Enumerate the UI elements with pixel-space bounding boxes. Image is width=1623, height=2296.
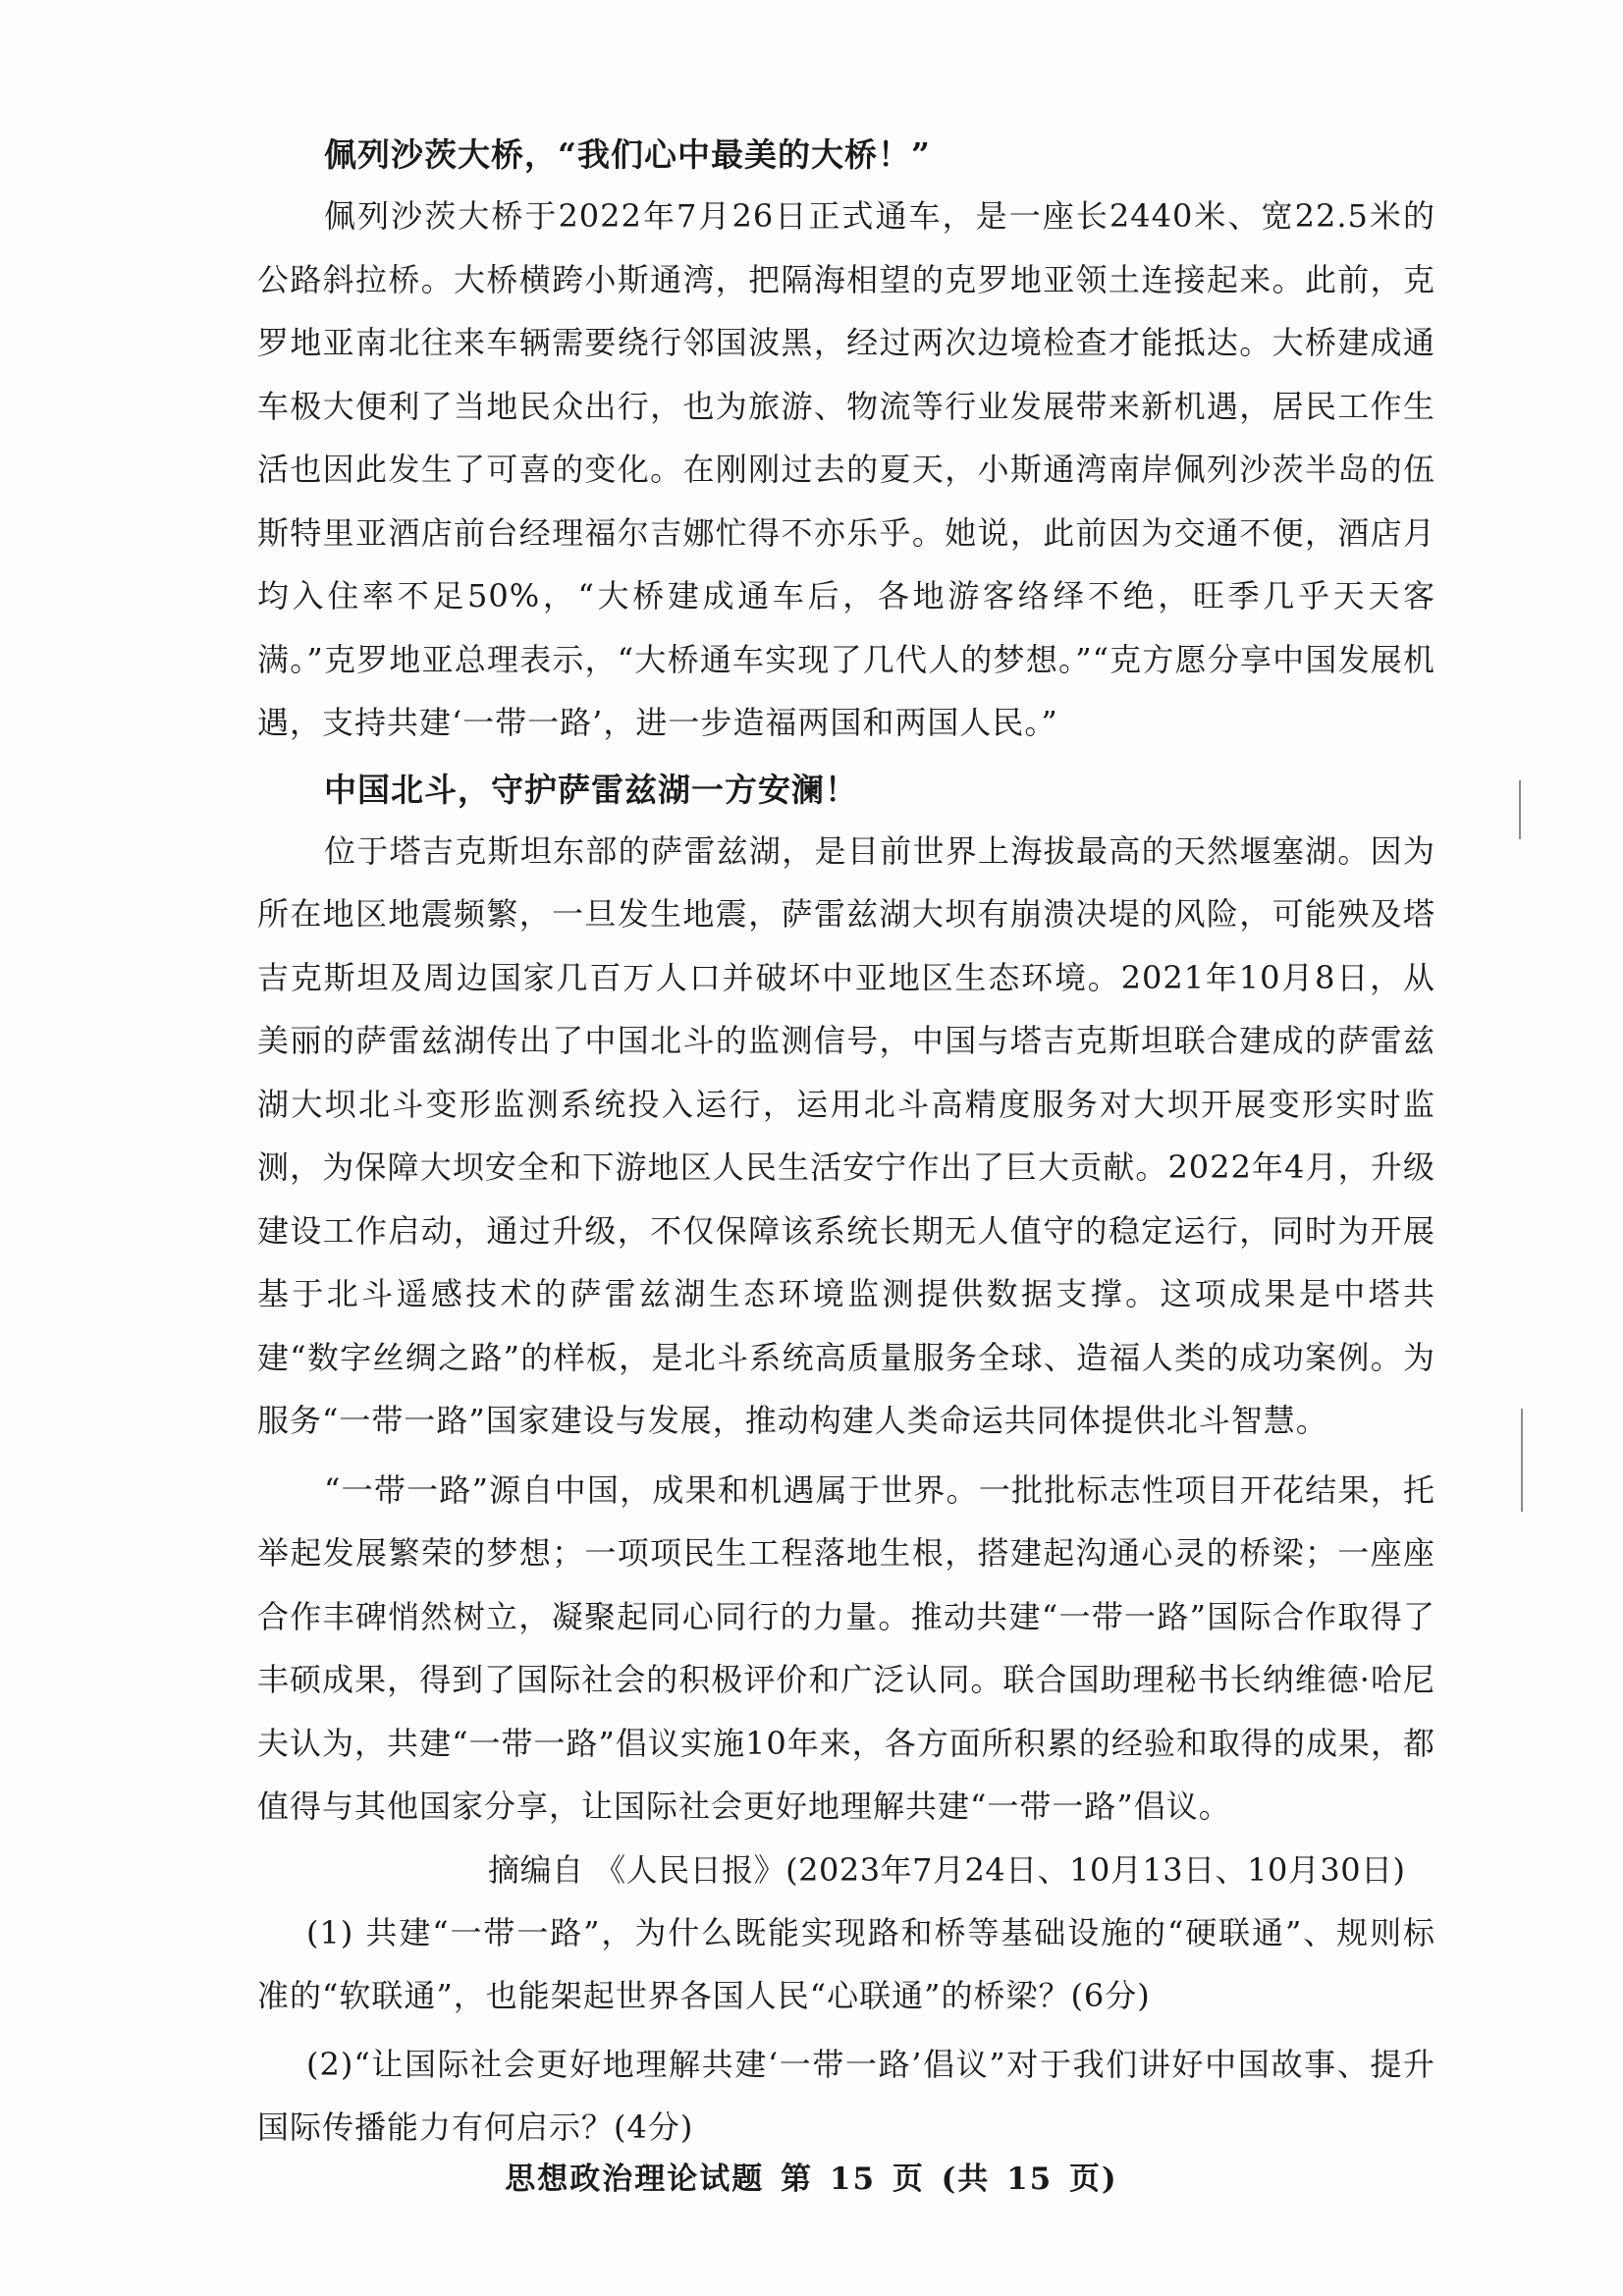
scan-mark-lower xyxy=(1521,1409,1523,1512)
closing-paragraph: “一带一路”源自中国，成果和机遇属于世界。一批批标志性项目开花结果，托举起发展繁荣的梦想；一项项民生工程落地生根，搭建起沟通心灵的桥梁；一座座合作丰碑悄然树立，凝聚起同心同行的力量。推动共建“一带一路”国际合作取得了丰硕成果，得到了国际社会的积极评价和广泛认同。联合国助理秘书长纳维德·哈尼夫认为，共建“一带一路”倡议实施10年来，各方面所积累的经验和取得的成果，都值得与其他国家分享，让国际社会更好地理解共建“一带一路”倡议。 xyxy=(257,1470,1435,1825)
section-paragraph-beidou: 位于塔吉克斯坦东部的萨雷兹湖，是目前世界上海拔最高的天然堰塞湖。因为所在地区地震频繁，一旦发生地震，萨雷兹湖大坝有崩溃决堤的风险，可能殃及塔吉克斯坦及周边国家几百万人口并破坏中亚地区生态环境。2021年10月8日，从美丽的萨雷兹湖传出了中国北斗的监测信号，中国与塔吉克斯坦联合建成的萨雷兹湖大坝北斗变形监测系统投入运行，运用北斗高精度服务对大坝开展变形实时监测，为保障大坝安全和下游地区人民生活安宁作出了巨大贡献。2022年4月，升级建设工作启动，通过升级，不仅保障该系统长期无人值守的稳定运行，同时为开展基于北斗遥感技术的萨雷兹湖生态环境监测提供数据支撑。这项成果是中塔共建“数字丝绸之路”的样板，是北斗系统高质量服务全球、造福人类的成功案例。为服务“一带一路”国家建设与发展，推动构建人类命运共同体提供北斗智慧。 xyxy=(257,831,1435,1439)
section-heading-beidou: 中国北斗，守护萨雷兹湖一方安澜！ xyxy=(324,770,858,809)
footer-page-prefix: 第 xyxy=(781,2162,814,2197)
section-heading-bridge: 佩列沙茨大桥，“我们心中最美的大桥！” xyxy=(324,135,931,174)
footer-total-pages: 15 xyxy=(1006,2162,1054,2197)
question-2: (2)“让国际社会更好地理解共建‘一带一路’倡议”对于我们讲好中国故事、提升国际传播能力有何启示？(4分) xyxy=(257,2045,1435,2146)
question-1: (1) 共建“一带一路”，为什么既能实现路和桥等基础设施的“硬联通”、规则标准的“软联通”，也能架起世界各国人民“心联通”的桥梁？(6分) xyxy=(257,1913,1435,2014)
footer-total-prefix: (共 xyxy=(941,2162,991,2197)
scan-mark-upper xyxy=(1519,780,1521,839)
section-paragraph-bridge: 佩列沙茨大桥于2022年7月26日正式通车，是一座长2440米、宽22.5米的公路斜拉桥。大桥横跨小斯通湾，把隔海相望的克罗地亚领土连接起来。此前，克罗地亚南北往来车辆需要绕行邻国波黑，经过两次边境检查才能抵达。大桥建成通车极大便利了当地民众出行，也为旅游、物流等行业发展带来新机遇，居民工作生活也因此发生了可喜的变化。在刚刚过去的夏天，小斯通湾南岸佩列沙茨半岛的伍斯特里亚酒店前台经理福尔吉娜忙得不亦乐乎。她说，此前因为交通不便，酒店月均入住率不足50%，“大桥建成通车后，各地游客络绎不绝，旺季几乎天天客满。”克罗地亚总理表示，“大桥通车实现了几代人的梦想。”“克方愿分享中国发展机遇，支持共建‘一带一路’，进一步造福两国和两国人民。” xyxy=(257,197,1435,741)
page-footer xyxy=(0,2154,1623,2198)
footer-page-suffix: 页 xyxy=(892,2162,925,2197)
footer-page-number: 15 xyxy=(829,2162,877,2197)
footer-subject: 思想政治理论试题 xyxy=(505,2162,765,2197)
footer-total-suffix: 页) xyxy=(1069,2162,1118,2197)
source-citation: 摘编自 《人民日报》(2023年7月24日、10月13日、10月30日) xyxy=(488,1850,1406,1889)
page-content xyxy=(257,126,1435,2159)
